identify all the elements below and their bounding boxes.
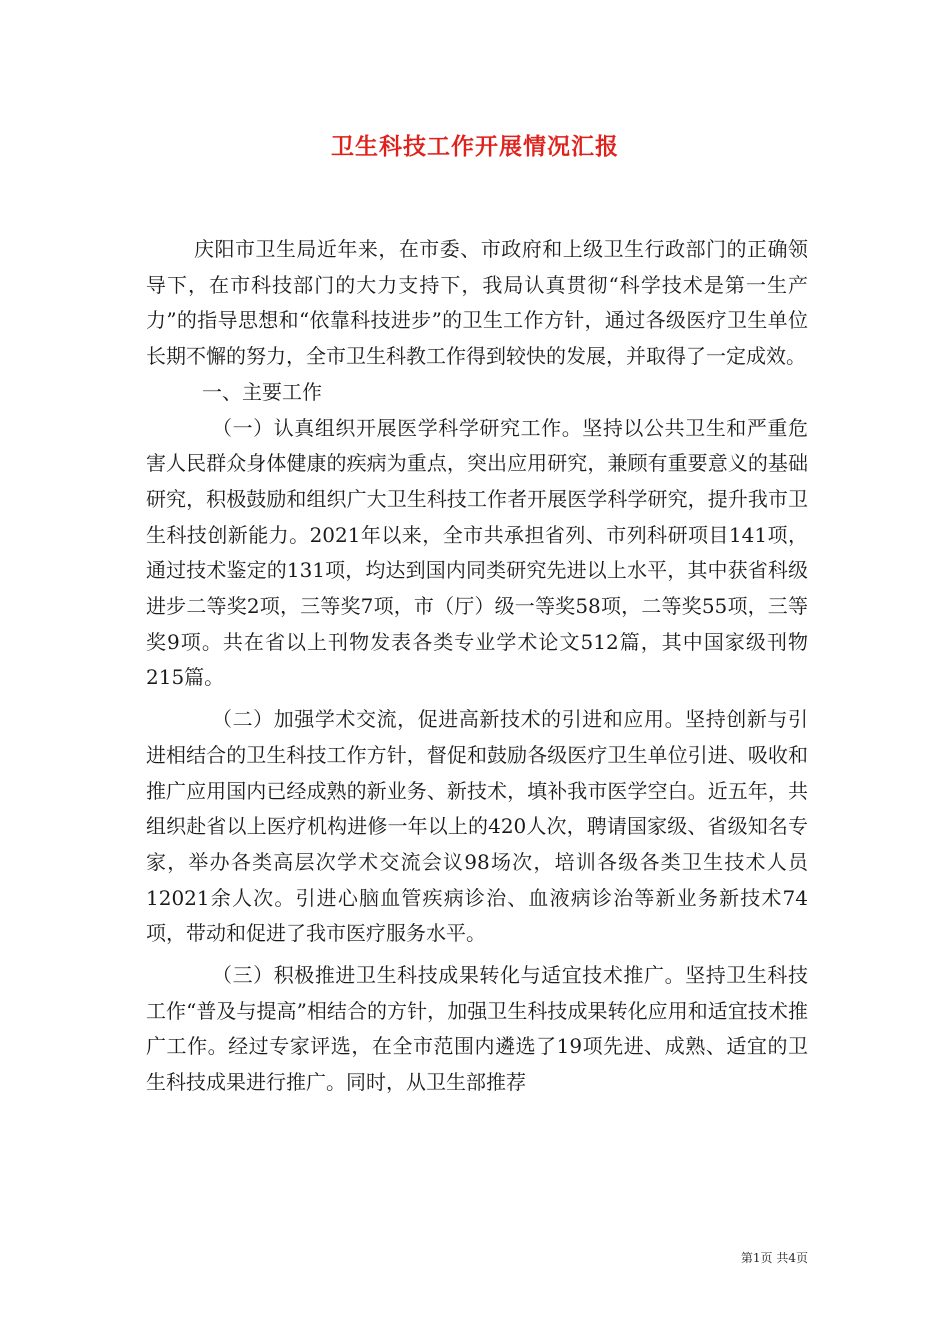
subsection-paragraph-2: （二）加强学术交流，促进高新技术的引进和应用。坚持创新与引进相结合的卫生科技工作方针，督促和鼓励各级医疗卫生单位引进、吸收和推广应用国内已经成熟的新业务、新技术，填补我市医学空白。近五年，共组织赴省以上医疗机构进修一年以上的420人次，聘请国家级、省级知名专家，举办各类高层次学术交流会议98场次，培训各级各类卫生技术人员12021余人次。引进心脑血管疾病诊治、血液病诊治等新业务新技术74项，带动和促进了我市医疗服务水平。 (146, 707, 808, 946)
document-body (146, 232, 808, 1101)
subsection-paragraph-1: （一）认真组织开展医学科学研究工作。坚持以公共卫生和严重危害人民群众身体健康的疾病为重点，突出应用研究，兼顾有重要意义的基础研究，积极鼓励和组织广大卫生科技工作者开展医学科学研究，提升我市卫生科技创新能力。2021年以来，全市共承担省列、市列科研项目141项，通过技术鉴定的131项，均达到国内同类研究先进以上水平，其中获省科级进步二等奖2项，三等奖7项，市（厅）级一等奖58项，二等奖55项，三等奖9项。共在省以上刊物发表各类专业学术论文512篇，其中国家级刊物215篇。 (146, 415, 808, 690)
document-title: 卫生科技工作开展情况汇报 (331, 133, 619, 160)
section-heading: 一、主要工作 (202, 379, 322, 404)
subsection-paragraph-3: （三）积极推进卫生科技成果转化与适宜技术推广。坚持卫生科技工作“普及与提高”相结合的方针，加强卫生科技成果转化应用和适宜技术推广工作。经过专家评选，在全市范围内遴选了19项先进、成熟、适宜的卫生科技成果进行推广。同时，从卫生部推荐 (146, 963, 808, 1095)
page-number: 第1页 共4页 (740, 1251, 808, 1265)
intro-paragraph: 庆阳市卫生局近年来，在市委、市政府和上级卫生行政部门的正确领导下，在市科技部门的大力支持下，我局认真贯彻“科学技术是第一生产力”的指导思想和“依靠科技进步”的卫生工作方针，通过各级医疗卫生单位长期不懈的努力，全市卫生科教工作得到较快的发展，并取得了一定成效。 (146, 237, 808, 369)
